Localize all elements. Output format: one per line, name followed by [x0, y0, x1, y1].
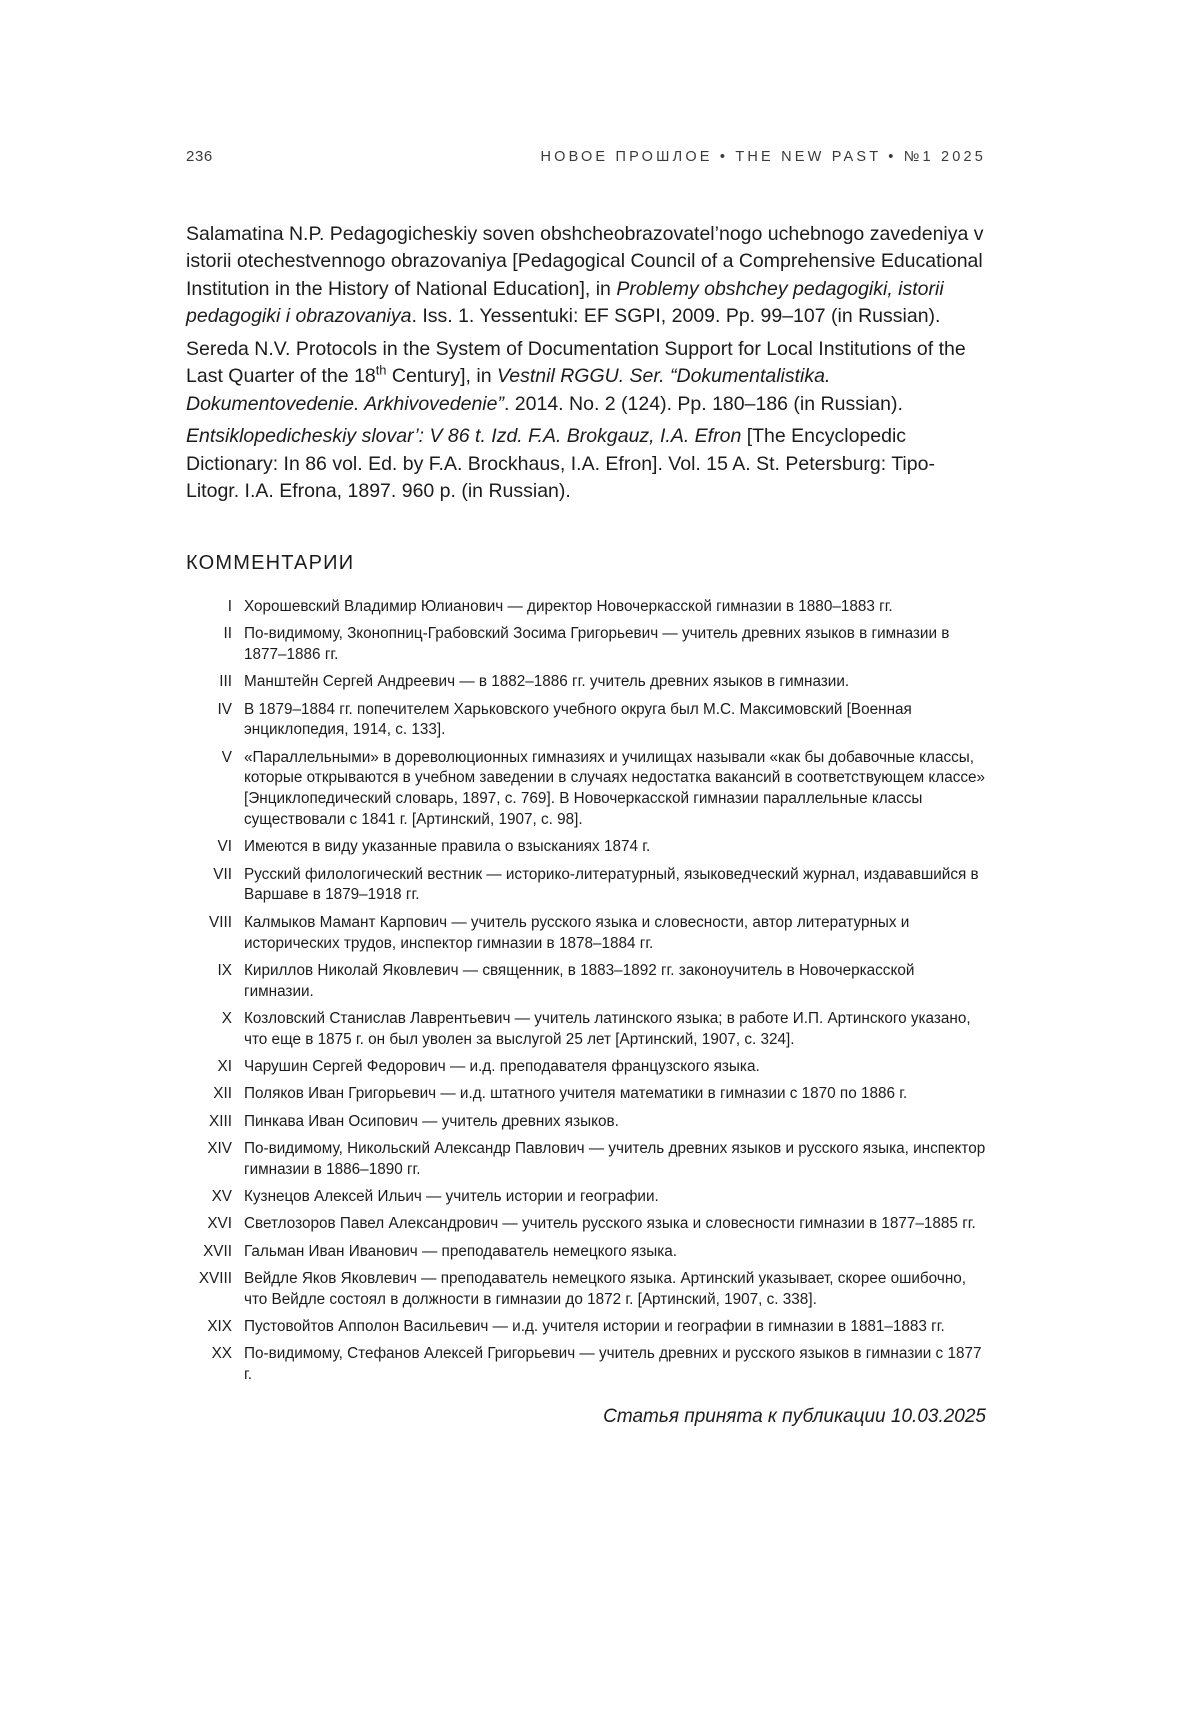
- note-text: Чарушин Сергей Федорович — и.д. преподавателя французского языка.: [244, 1057, 760, 1075]
- note-number: XVII: [203, 1242, 232, 1260]
- note-number: X: [221, 1009, 232, 1027]
- note-item: [186, 961, 986, 1003]
- note-item: [186, 1317, 986, 1338]
- note-number: III: [219, 673, 232, 691]
- note-number: IV: [217, 700, 232, 718]
- reference-entry: [186, 336, 986, 418]
- note-number: XIV: [207, 1139, 232, 1157]
- reference-text-run: Entsiklopedicheskiy slovar’: V 86 t. Izd. F.A. Brokgauz, I.A. Efron: [186, 425, 742, 448]
- note-text: Вейдле Яков Яковлевич — преподаватель немецкого языка. Артинский указывает, скорее ошибочно, что Вейдле состоял в должности в гимназии до 1872 г. [Артинский, 1907, с. 338].: [244, 1269, 967, 1308]
- reference-text-run: . 2014. No. 2 (124). Pp. 180–186 (in Russian).: [503, 392, 903, 415]
- note-text: Поляков Иван Григорьевич — и.д. штатного учителя математики в гимназии с 1870 по 1886 г.: [244, 1085, 908, 1103]
- reference-text-run: Vestnil RGGU. Ser. “Dokumentalistika. Dokumentovedenie. Arkhivovedenie”: [186, 365, 831, 415]
- note-item: [186, 1084, 986, 1105]
- note-text: По-видимому, Никольский Александр Павлович — учитель древних языков и русского языка, инспектор гимназии в 1886–1890 гг.: [244, 1139, 986, 1178]
- reference-text-run: Century], in: [386, 365, 497, 388]
- note-number: VII: [213, 865, 232, 883]
- accepted-date: Статья принята к публикации 10.03.2025: [603, 1405, 986, 1427]
- reference-text-run: Sereda N.V. Protocols in the System of Documentation Support for Local Institutions of the Last Quarter of the 18: [186, 337, 966, 388]
- note-item: [186, 597, 986, 618]
- note-item: [186, 1344, 986, 1386]
- note-text: Хорошевский Владимир Юлианович — директор Новочеркасской гимназии в 1880–1883 гг.: [244, 597, 893, 615]
- note-text: Пустовойтов Апполон Васильевич — и.д. учителя истории и географии в гимназии в 1881–1883 гг.: [244, 1317, 945, 1335]
- note-item: [186, 1214, 986, 1235]
- note-text: Светлозоров Павел Александрович — учитель русского языка и словесности гимназии в 1877–1885 гг.: [244, 1215, 976, 1233]
- note-number: XI: [217, 1057, 232, 1075]
- note-text: Кириллов Николай Яковлевич — священник, в 1883–1892 гг. законоучитель в Новочеркасской гимназии.: [244, 961, 915, 1000]
- journal-title: НОВОЕ ПРОШЛОЕ • THE NEW PAST • №1 2025: [540, 149, 986, 165]
- note-text: По-видимому, Стефанов Алексей Григорьевич — учитель древних и русского языков в гимназии с 1877 г.: [244, 1345, 982, 1384]
- note-item: [186, 748, 986, 831]
- note-item: [186, 672, 986, 693]
- note-number: V: [221, 748, 232, 766]
- note-number: VI: [217, 838, 232, 856]
- note-text: Гальман Иван Иванович — преподаватель немецкого языка.: [244, 1242, 678, 1260]
- note-number: XVIII: [198, 1269, 232, 1287]
- note-text: Козловский Станислав Лаврентьевич — учитель латинского языка; в работе И.П. Артинского указано, что еще в 1875 г. он был уволен за выслугой 25 лет [Артинский, 1907, с. 324].: [244, 1009, 971, 1048]
- note-text: Калмыков Мамант Карпович — учитель русского языка и словесности, автор литературных и исторических трудов, инспектор гимназии в 1878–1884 гг.: [244, 913, 910, 952]
- reference-text-run: . Iss. 1. Yessentuki: EF SGPI, 2009. Pp. 99–107 (in Russian).: [411, 305, 941, 328]
- note-item: [186, 1057, 986, 1078]
- note-number: XVI: [207, 1215, 232, 1233]
- note-number: VIII: [209, 913, 232, 931]
- note-number: IX: [217, 961, 232, 979]
- comments-heading: КОММЕНТАРИИ: [186, 551, 355, 574]
- note-text: Пинкава Иван Осипович — учитель древних языков.: [244, 1112, 619, 1130]
- note-text: По-видимому, Зконопниц-Грабовский Зосима Григорьевич — учитель древних языков в гимназии в 1877–1886 гг.: [244, 625, 950, 663]
- running-head: [186, 148, 986, 165]
- note-text: «Параллельными» в дореволюционных гимназиях и училищах называли «как бы добавочные классы, которые открываются в учебном заведении в случаях недостатка вакансий в соответствующем классе» [Энциклопедический словарь, 1897, с. 769]. В Новочеркасской гимназии параллельные классы существовали с 1841 г. [Артинский, 1907, с. 98].: [244, 748, 986, 829]
- reference-text-run: Problemy obshchey pedagogiki, istorii pedagogiki i obrazovaniya: [186, 277, 944, 328]
- note-item: [186, 913, 986, 955]
- note-item: [186, 837, 986, 858]
- notes-list: [186, 597, 986, 1386]
- reference-entry: [186, 221, 986, 331]
- reference-text-run: [The Encyclopedic Dictionary: In 86 vol. Ed. by F.A. Brockhaus, I.A. Efron]. Vol. 15 A. St. Petersburg: Tipo-Litogr. I.A. Efrona, 1897. 960 p. (in Russian).: [186, 425, 935, 503]
- note-text: Имеются в виду указанные правила о взысканиях 1874 г.: [244, 838, 651, 856]
- note-number: I: [227, 597, 232, 615]
- note-number: XV: [211, 1187, 232, 1205]
- note-number: XIX: [207, 1317, 232, 1335]
- reference-list: [186, 221, 986, 506]
- note-item: [186, 1242, 986, 1263]
- reference-text-run: Salamatina N.P. Pedagogicheskiy soven obshcheobrazovatel’nogo uchebnogo zavedeniya v istorii otechestvennogo obrazovaniya [Pedagogical Council of a Comprehensive Educational Institution in the History of National Education], in: [186, 223, 984, 300]
- reference-entry: [186, 423, 986, 505]
- note-number: XX: [211, 1345, 232, 1363]
- note-text: Русский филологический вестник — историко-литературный, языковедческий журнал, издававшийся в Варшаве в 1879–1918 гг.: [244, 865, 979, 904]
- reference-text-run: th: [375, 362, 387, 378]
- note-number: XIII: [209, 1112, 232, 1130]
- note-item: [186, 700, 986, 742]
- note-text: Манштейн Сергей Андреевич — в 1882–1886 гг. учитель древних языков в гимназии.: [244, 673, 850, 691]
- note-item: [186, 1187, 986, 1208]
- note-item: [186, 1269, 986, 1311]
- note-number: XII: [213, 1085, 232, 1103]
- note-item: [186, 1139, 986, 1181]
- note-text: Кузнецов Алексей Ильич — учитель истории и географии.: [244, 1187, 659, 1205]
- page-content: [186, 148, 986, 1428]
- note-number: II: [223, 625, 232, 643]
- note-item: [186, 865, 986, 907]
- note-item: [186, 1112, 986, 1133]
- page-number: 236: [186, 148, 213, 165]
- note-item: [186, 1009, 986, 1051]
- note-text: В 1879–1884 гг. попечителем Харьковского учебного округа был М.С. Максимовский [Военная энциклопедия, 1914, с. 133].: [244, 700, 912, 739]
- note-item: [186, 624, 986, 666]
